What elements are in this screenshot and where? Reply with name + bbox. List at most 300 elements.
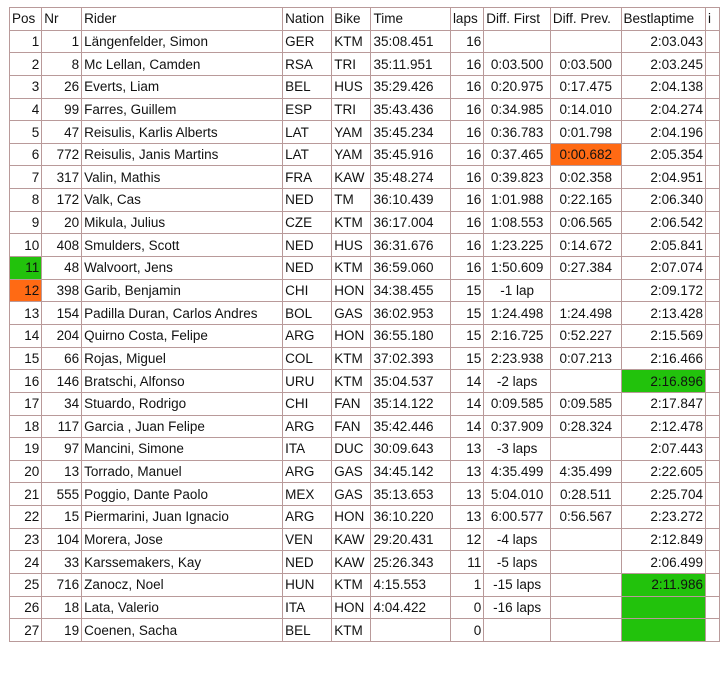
cell-extra xyxy=(705,619,719,642)
cell-diff-prev xyxy=(550,279,621,302)
cell-time: 35:08.451 xyxy=(371,30,450,53)
cell-diff-first xyxy=(484,619,551,642)
col-header-diff-prev[interactable]: Diff. Prev. xyxy=(550,8,621,31)
cell-rider: Reisulis, Karlis Alberts xyxy=(82,121,283,144)
cell-nation: ITA xyxy=(283,438,332,461)
cell-laps: 13 xyxy=(450,483,483,506)
cell-nation: ARG xyxy=(283,324,332,347)
cell-nr: 204 xyxy=(42,324,82,347)
cell-diff-first: 1:08.553 xyxy=(484,211,551,234)
cell-nr: 555 xyxy=(42,483,82,506)
cell-pos: 24 xyxy=(10,551,42,574)
table-row xyxy=(10,506,720,529)
cell-laps: 1 xyxy=(450,574,483,597)
cell-time: 30:09.643 xyxy=(371,438,450,461)
cell-nation: GER xyxy=(283,30,332,53)
cell-rider: Torrado, Manuel xyxy=(82,460,283,483)
cell-extra xyxy=(705,528,719,551)
cell-time: 36:10.439 xyxy=(371,189,450,212)
cell-time: 4:15.553 xyxy=(371,574,450,597)
cell-bike: KTM xyxy=(332,257,371,280)
cell-pos: 21 xyxy=(10,483,42,506)
cell-nation: NED xyxy=(283,551,332,574)
cell-laps: 16 xyxy=(450,30,483,53)
cell-diff-first: 2:23.938 xyxy=(484,347,551,370)
cell-laps: 15 xyxy=(450,279,483,302)
cell-nation: BOL xyxy=(283,302,332,325)
cell-extra xyxy=(705,460,719,483)
cell-pos: 8 xyxy=(10,189,42,212)
cell-rider: Mc Lellan, Camden xyxy=(82,53,283,76)
cell-rider: Valk, Cas xyxy=(82,189,283,212)
col-header-rider[interactable]: Rider xyxy=(82,8,283,31)
cell-pos: 3 xyxy=(10,75,42,98)
cell-time: 35:45.916 xyxy=(371,143,450,166)
cell-nation: ARG xyxy=(283,460,332,483)
cell-diff-first: -2 laps xyxy=(484,370,551,393)
cell-bike: GAS xyxy=(332,460,371,483)
cell-diff-prev: 0:06.565 xyxy=(550,211,621,234)
cell-bike: YAM xyxy=(332,143,371,166)
cell-bestlaptime xyxy=(621,596,705,619)
cell-bike: HUS xyxy=(332,75,371,98)
cell-diff-first: -3 laps xyxy=(484,438,551,461)
table-row xyxy=(10,257,720,280)
col-header-laps[interactable]: laps xyxy=(450,8,483,31)
cell-nr: 104 xyxy=(42,528,82,551)
cell-nation: LAT xyxy=(283,121,332,144)
cell-rider: Poggio, Dante Paolo xyxy=(82,483,283,506)
table-row xyxy=(10,392,720,415)
cell-rider: Garcia , Juan Felipe xyxy=(82,415,283,438)
cell-nr: 99 xyxy=(42,98,82,121)
cell-pos: 19 xyxy=(10,438,42,461)
table-row xyxy=(10,166,720,189)
cell-bike: HON xyxy=(332,279,371,302)
cell-bestlaptime: 2:25.704 xyxy=(621,483,705,506)
cell-pos: 9 xyxy=(10,211,42,234)
cell-extra xyxy=(705,234,719,257)
cell-extra xyxy=(705,189,719,212)
cell-bestlaptime: 2:05.841 xyxy=(621,234,705,257)
cell-extra xyxy=(705,347,719,370)
cell-extra xyxy=(705,324,719,347)
cell-rider: Längenfelder, Simon xyxy=(82,30,283,53)
cell-nr: 15 xyxy=(42,506,82,529)
cell-time: 34:38.455 xyxy=(371,279,450,302)
cell-diff-prev: 4:35.499 xyxy=(550,460,621,483)
cell-extra xyxy=(705,551,719,574)
cell-diff-prev: 0:52.227 xyxy=(550,324,621,347)
cell-bestlaptime: 2:09.172 xyxy=(621,279,705,302)
table-row xyxy=(10,143,720,166)
cell-time: 36:17.004 xyxy=(371,211,450,234)
cell-bike: TRI xyxy=(332,53,371,76)
cell-pos: 20 xyxy=(10,460,42,483)
cell-pos: 11 xyxy=(10,257,42,280)
cell-bike: KTM xyxy=(332,347,371,370)
cell-diff-prev: 0:56.567 xyxy=(550,506,621,529)
cell-bestlaptime: 2:06.542 xyxy=(621,211,705,234)
table-row xyxy=(10,415,720,438)
cell-diff-prev: 0:02.358 xyxy=(550,166,621,189)
cell-bike: HON xyxy=(332,596,371,619)
cell-rider: Quirno Costa, Felipe xyxy=(82,324,283,347)
cell-diff-prev: 0:01.798 xyxy=(550,121,621,144)
cell-extra xyxy=(705,98,719,121)
cell-laps: 13 xyxy=(450,506,483,529)
cell-rider: Zanocz, Noel xyxy=(82,574,283,597)
cell-pos: 4 xyxy=(10,98,42,121)
cell-nr: 117 xyxy=(42,415,82,438)
cell-laps: 14 xyxy=(450,370,483,393)
cell-bestlaptime: 2:03.245 xyxy=(621,53,705,76)
cell-rider: Walvoort, Jens xyxy=(82,257,283,280)
col-header-bike[interactable]: Bike xyxy=(332,8,371,31)
col-header-nr[interactable]: Nr xyxy=(42,8,82,31)
cell-rider: Smulders, Scott xyxy=(82,234,283,257)
cell-rider: Padilla Duran, Carlos Andres xyxy=(82,302,283,325)
cell-nation: NED xyxy=(283,189,332,212)
cell-nation: ITA xyxy=(283,596,332,619)
cell-pos: 16 xyxy=(10,370,42,393)
cell-laps: 15 xyxy=(450,347,483,370)
table-row xyxy=(10,370,720,393)
cell-extra xyxy=(705,370,719,393)
cell-pos: 26 xyxy=(10,596,42,619)
cell-bestlaptime: 2:04.274 xyxy=(621,98,705,121)
cell-bestlaptime: 2:04.138 xyxy=(621,75,705,98)
cell-extra xyxy=(705,574,719,597)
table-row xyxy=(10,528,720,551)
cell-time xyxy=(371,619,450,642)
cell-rider: Garib, Benjamin xyxy=(82,279,283,302)
cell-extra xyxy=(705,143,719,166)
cell-rider: Coenen, Sacha xyxy=(82,619,283,642)
cell-extra xyxy=(705,302,719,325)
cell-extra xyxy=(705,166,719,189)
cell-bestlaptime: 2:15.569 xyxy=(621,324,705,347)
cell-bestlaptime: 2:12.849 xyxy=(621,528,705,551)
cell-bike: HON xyxy=(332,506,371,529)
cell-time: 35:14.122 xyxy=(371,392,450,415)
cell-nation: BEL xyxy=(283,75,332,98)
cell-laps: 16 xyxy=(450,143,483,166)
cell-pos: 6 xyxy=(10,143,42,166)
cell-rider: Piermarini, Juan Ignacio xyxy=(82,506,283,529)
cell-extra xyxy=(705,279,719,302)
col-header-nation[interactable]: Nation xyxy=(283,8,332,31)
cell-rider: Lata, Valerio xyxy=(82,596,283,619)
cell-bestlaptime: 2:06.340 xyxy=(621,189,705,212)
cell-diff-first: -5 laps xyxy=(484,551,551,574)
cell-laps: 14 xyxy=(450,415,483,438)
cell-rider: Everts, Liam xyxy=(82,75,283,98)
cell-bestlaptime: 2:04.951 xyxy=(621,166,705,189)
cell-bike: KAW xyxy=(332,551,371,574)
cell-bike: KTM xyxy=(332,619,371,642)
cell-rider: Stuardo, Rodrigo xyxy=(82,392,283,415)
cell-laps: 16 xyxy=(450,121,483,144)
cell-pos: 15 xyxy=(10,347,42,370)
cell-rider: Valin, Mathis xyxy=(82,166,283,189)
cell-extra xyxy=(705,257,719,280)
cell-extra xyxy=(705,211,719,234)
cell-pos: 14 xyxy=(10,324,42,347)
cell-extra xyxy=(705,438,719,461)
cell-nr: 19 xyxy=(42,619,82,642)
cell-nation: LAT xyxy=(283,143,332,166)
cell-bestlaptime: 2:22.605 xyxy=(621,460,705,483)
cell-nation: NED xyxy=(283,234,332,257)
cell-bike: KAW xyxy=(332,528,371,551)
cell-laps: 16 xyxy=(450,234,483,257)
cell-diff-first: -1 lap xyxy=(484,279,551,302)
cell-diff-prev: 0:22.165 xyxy=(550,189,621,212)
cell-diff-prev: 0:03.500 xyxy=(550,53,621,76)
cell-nation: MEX xyxy=(283,483,332,506)
cell-diff-first: 5:04.010 xyxy=(484,483,551,506)
cell-bike: GAS xyxy=(332,302,371,325)
table-row xyxy=(10,574,720,597)
cell-extra xyxy=(705,392,719,415)
cell-rider: Reisulis, Janis Martins xyxy=(82,143,283,166)
cell-extra xyxy=(705,596,719,619)
cell-laps: 16 xyxy=(450,189,483,212)
table-row xyxy=(10,53,720,76)
cell-bike: KTM xyxy=(332,370,371,393)
cell-diff-prev: 0:09.585 xyxy=(550,392,621,415)
cell-bestlaptime: 2:11.986 xyxy=(621,574,705,597)
cell-diff-first: 1:24.498 xyxy=(484,302,551,325)
table-row xyxy=(10,324,720,347)
col-header-extra[interactable]: i xyxy=(705,8,719,31)
cell-diff-first: -16 laps xyxy=(484,596,551,619)
cell-diff-prev: 0:28.511 xyxy=(550,483,621,506)
cell-time: 35:04.537 xyxy=(371,370,450,393)
cell-nr: 18 xyxy=(42,596,82,619)
cell-bestlaptime: 2:23.272 xyxy=(621,506,705,529)
cell-pos: 17 xyxy=(10,392,42,415)
table-row xyxy=(10,460,720,483)
cell-nr: 48 xyxy=(42,257,82,280)
cell-pos: 27 xyxy=(10,619,42,642)
cell-extra xyxy=(705,506,719,529)
cell-laps: 16 xyxy=(450,75,483,98)
cell-diff-first: 0:03.500 xyxy=(484,53,551,76)
cell-bike: KTM xyxy=(332,30,371,53)
cell-nation: BEL xyxy=(283,619,332,642)
cell-nr: 154 xyxy=(42,302,82,325)
col-header-bestlaptime[interactable]: Bestlaptime xyxy=(621,8,705,31)
cell-diff-first: 0:37.909 xyxy=(484,415,551,438)
cell-laps: 15 xyxy=(450,324,483,347)
cell-extra xyxy=(705,30,719,53)
cell-time: 36:59.060 xyxy=(371,257,450,280)
cell-nation: RSA xyxy=(283,53,332,76)
cell-diff-prev: 1:24.498 xyxy=(550,302,621,325)
cell-time: 25:26.343 xyxy=(371,551,450,574)
cell-extra xyxy=(705,75,719,98)
cell-diff-prev xyxy=(550,574,621,597)
cell-time: 35:11.951 xyxy=(371,53,450,76)
cell-diff-prev: 0:00.682 xyxy=(550,143,621,166)
cell-nation: COL xyxy=(283,347,332,370)
cell-bestlaptime: 2:05.354 xyxy=(621,143,705,166)
cell-diff-prev xyxy=(550,619,621,642)
cell-bike: DUC xyxy=(332,438,371,461)
cell-rider: Rojas, Miguel xyxy=(82,347,283,370)
cell-laps: 14 xyxy=(450,392,483,415)
cell-nr: 34 xyxy=(42,392,82,415)
cell-time: 36:02.953 xyxy=(371,302,450,325)
cell-diff-prev: 0:28.324 xyxy=(550,415,621,438)
table-row xyxy=(10,483,720,506)
cell-nation: CHI xyxy=(283,279,332,302)
cell-nr: 408 xyxy=(42,234,82,257)
table-row xyxy=(10,75,720,98)
cell-diff-first: 1:23.225 xyxy=(484,234,551,257)
cell-nr: 146 xyxy=(42,370,82,393)
cell-nation: ESP xyxy=(283,98,332,121)
cell-diff-prev: 0:17.475 xyxy=(550,75,621,98)
cell-time: 35:42.446 xyxy=(371,415,450,438)
cell-diff-prev xyxy=(550,438,621,461)
cell-time: 35:29.426 xyxy=(371,75,450,98)
cell-nr: 172 xyxy=(42,189,82,212)
cell-nation: ARG xyxy=(283,415,332,438)
cell-time: 37:02.393 xyxy=(371,347,450,370)
cell-nr: 33 xyxy=(42,551,82,574)
cell-nr: 13 xyxy=(42,460,82,483)
cell-time: 35:13.653 xyxy=(371,483,450,506)
cell-diff-prev: 0:14.010 xyxy=(550,98,621,121)
table-row xyxy=(10,279,720,302)
cell-rider: Mancini, Simone xyxy=(82,438,283,461)
cell-diff-prev: 0:07.213 xyxy=(550,347,621,370)
table-row xyxy=(10,551,720,574)
cell-nr: 66 xyxy=(42,347,82,370)
cell-bestlaptime: 2:16.896 xyxy=(621,370,705,393)
cell-nation: HUN xyxy=(283,574,332,597)
cell-nr: 317 xyxy=(42,166,82,189)
cell-nr: 97 xyxy=(42,438,82,461)
cell-rider: Mikula, Julius xyxy=(82,211,283,234)
table-row xyxy=(10,438,720,461)
cell-pos: 22 xyxy=(10,506,42,529)
cell-diff-first: 0:36.783 xyxy=(484,121,551,144)
cell-pos: 7 xyxy=(10,166,42,189)
cell-nr: 20 xyxy=(42,211,82,234)
cell-nation: CZE xyxy=(283,211,332,234)
cell-bestlaptime xyxy=(621,619,705,642)
results-body xyxy=(10,30,720,641)
cell-laps: 12 xyxy=(450,528,483,551)
table-row xyxy=(10,30,720,53)
cell-pos: 18 xyxy=(10,415,42,438)
table-row xyxy=(10,619,720,642)
cell-diff-first: 0:34.985 xyxy=(484,98,551,121)
cell-time: 4:04.422 xyxy=(371,596,450,619)
table-row xyxy=(10,596,720,619)
cell-bestlaptime: 2:06.499 xyxy=(621,551,705,574)
cell-laps: 11 xyxy=(450,551,483,574)
cell-time: 36:10.220 xyxy=(371,506,450,529)
cell-bike: FAN xyxy=(332,392,371,415)
results-table xyxy=(9,7,720,642)
cell-laps: 0 xyxy=(450,596,483,619)
header-row xyxy=(10,8,720,31)
cell-nr: 398 xyxy=(42,279,82,302)
cell-diff-first: 1:01.988 xyxy=(484,189,551,212)
cell-bike: KTM xyxy=(332,211,371,234)
cell-rider: Morera, Jose xyxy=(82,528,283,551)
cell-laps: 0 xyxy=(450,619,483,642)
cell-bestlaptime: 2:07.443 xyxy=(621,438,705,461)
cell-bike: YAM xyxy=(332,121,371,144)
cell-laps: 15 xyxy=(450,302,483,325)
cell-bike: FAN xyxy=(332,415,371,438)
table-row xyxy=(10,234,720,257)
cell-extra xyxy=(705,53,719,76)
cell-bike: KAW xyxy=(332,166,371,189)
cell-diff-first: -4 laps xyxy=(484,528,551,551)
cell-nation: URU xyxy=(283,370,332,393)
cell-rider: Bratschi, Alfonso xyxy=(82,370,283,393)
cell-time: 36:55.180 xyxy=(371,324,450,347)
cell-pos: 23 xyxy=(10,528,42,551)
cell-bike: TRI xyxy=(332,98,371,121)
cell-bestlaptime: 2:13.428 xyxy=(621,302,705,325)
table-row xyxy=(10,211,720,234)
cell-nr: 26 xyxy=(42,75,82,98)
cell-bike: KTM xyxy=(332,574,371,597)
cell-bike: HON xyxy=(332,324,371,347)
cell-bestlaptime: 2:07.074 xyxy=(621,257,705,280)
cell-diff-first: 1:50.609 xyxy=(484,257,551,280)
cell-diff-first: 6:00.577 xyxy=(484,506,551,529)
cell-bike: TM xyxy=(332,189,371,212)
cell-bestlaptime: 2:16.466 xyxy=(621,347,705,370)
cell-diff-prev xyxy=(550,370,621,393)
cell-pos: 2 xyxy=(10,53,42,76)
cell-diff-prev xyxy=(550,551,621,574)
table-row xyxy=(10,98,720,121)
cell-laps: 16 xyxy=(450,257,483,280)
cell-laps: 13 xyxy=(450,438,483,461)
cell-nr: 47 xyxy=(42,121,82,144)
cell-nation: NED xyxy=(283,257,332,280)
cell-pos: 5 xyxy=(10,121,42,144)
cell-nr: 772 xyxy=(42,143,82,166)
col-header-time[interactable]: Time xyxy=(371,8,450,31)
cell-bestlaptime: 2:12.478 xyxy=(621,415,705,438)
col-header-pos[interactable]: Pos xyxy=(10,8,42,31)
table-row xyxy=(10,121,720,144)
cell-pos: 25 xyxy=(10,574,42,597)
cell-rider: Karssemakers, Kay xyxy=(82,551,283,574)
cell-time: 34:45.142 xyxy=(371,460,450,483)
cell-extra xyxy=(705,415,719,438)
cell-diff-first: 0:37.465 xyxy=(484,143,551,166)
table-row xyxy=(10,189,720,212)
cell-laps: 16 xyxy=(450,166,483,189)
col-header-diff-first[interactable]: Diff. First xyxy=(484,8,551,31)
cell-pos: 10 xyxy=(10,234,42,257)
cell-diff-prev xyxy=(550,528,621,551)
cell-time: 36:31.676 xyxy=(371,234,450,257)
cell-time: 35:45.234 xyxy=(371,121,450,144)
